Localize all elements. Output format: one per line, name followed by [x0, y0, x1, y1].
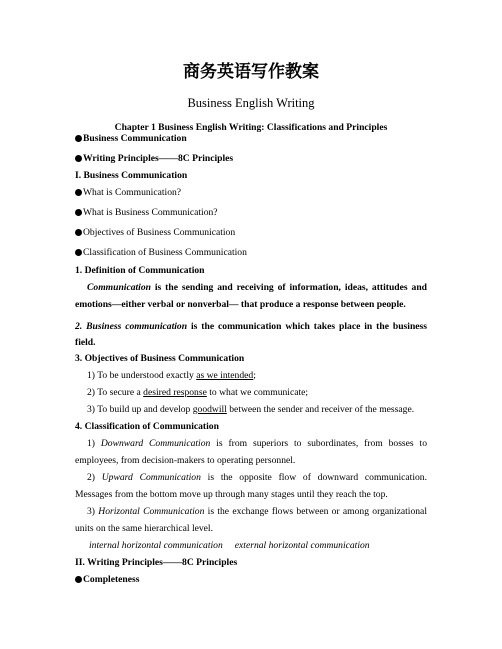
- list-item: 3) To build up and develop goodwill between the sender and receiver of the message.: [87, 404, 415, 415]
- external-communication-label: external horizontal communication: [234, 540, 370, 551]
- list-item: Completeness: [75, 574, 427, 586]
- internal-communication-label: internal horizontal communication: [89, 540, 223, 551]
- paragraph-line: 3) Horizontal Communication is the exchange flows between or among organizational: [87, 506, 427, 517]
- list-item: 2) To secure a desired response to what we communicate;: [87, 387, 309, 398]
- paragraph-line: field.: [75, 337, 96, 348]
- paragraph-line: employees, from decision-makers to operating personnel.: [75, 455, 296, 466]
- list-item: What is Communication?: [75, 187, 427, 199]
- bullet-icon: [75, 155, 82, 162]
- paragraph-line: Communication is the sending and receiving of information, ideas, attitudes and: [87, 282, 427, 293]
- list-item: 1) To be understood exactly as we intended;: [87, 370, 256, 381]
- paragraph-line: emotions—either verbal or nonverbal— that produce a response between people.: [75, 299, 406, 310]
- bullet-icon: [75, 189, 82, 196]
- list-item: Classification of Business Communication: [75, 247, 427, 259]
- paragraph-line: 2) Upward Communication is the opposite flow of downward communication.: [87, 472, 427, 483]
- section-heading: I. Business Communication: [75, 170, 188, 181]
- paragraph-line: 1) Downward Communication is from superiors to subordinates, from bosses to: [87, 438, 427, 449]
- paragraph-line: [89, 540, 441, 552]
- subsection-heading: 1. Definition of Communication: [75, 265, 205, 276]
- paragraph-line: 2. Business communication is the communication which takes place in the business: [75, 321, 428, 332]
- bullet-icon: [75, 249, 82, 256]
- bullet-icon: [75, 229, 82, 236]
- toc-item: Business Communication: [75, 133, 427, 145]
- chapter-heading: Chapter 1 Business English Writing: Classifications and Principles: [114, 122, 388, 133]
- list-item: What is Business Communication?: [75, 207, 427, 219]
- bullet-icon: [75, 209, 82, 216]
- list-item: Objectives of Business Communication: [75, 227, 427, 239]
- subsection-heading: 4. Classification of Communication: [75, 421, 219, 432]
- section-heading: II. Writing Principles——8C Principles: [75, 557, 238, 568]
- toc-item: Writing Principles——8C Principles: [75, 153, 427, 165]
- document-subtitle: Business English Writing: [187, 96, 315, 110]
- paragraph-line: Messages from the bottom move up through many stages until they reach the top.: [75, 489, 388, 500]
- bullet-icon: [75, 135, 82, 142]
- subsection-heading: 3. Objectives of Business Communication: [75, 353, 245, 364]
- paragraph-line: units on the same hierarchical level.: [75, 523, 213, 534]
- document-title: 商务英语写作教案: [183, 62, 319, 82]
- bullet-icon: [75, 576, 82, 583]
